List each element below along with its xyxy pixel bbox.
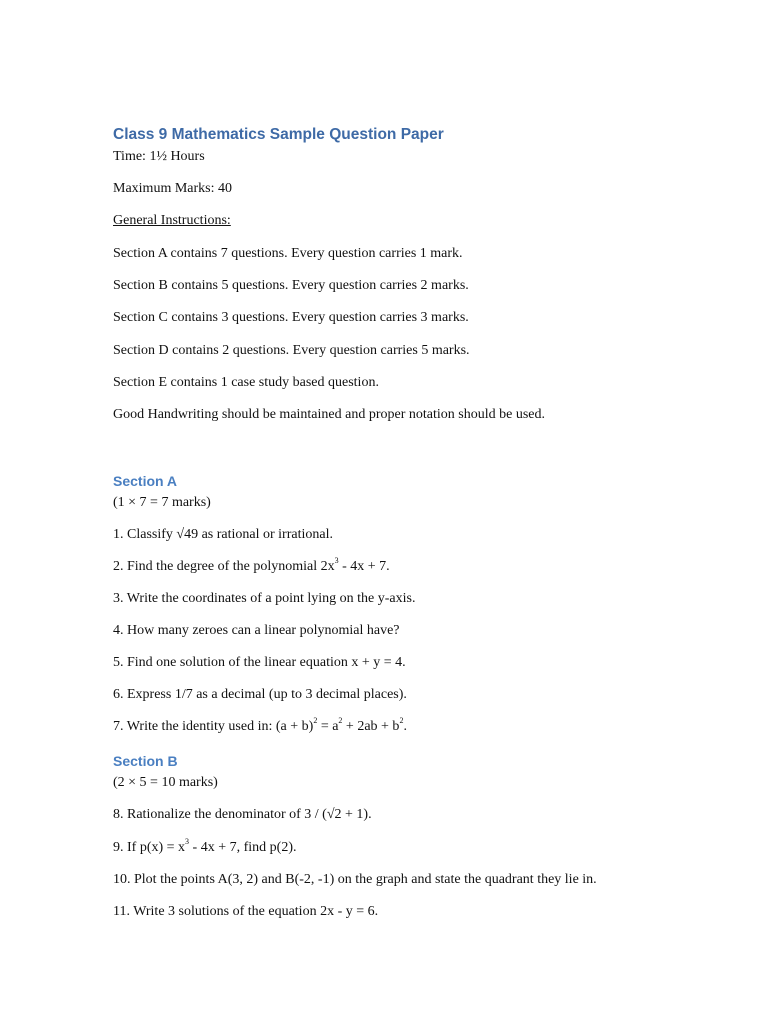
max-marks-line: Maximum Marks: 40 [113,181,232,196]
question-7: 7. Write the identity used in: $(a + b)^2 = a^2 + 2ab + b^2$. [113,716,407,734]
question-4: 4. How many zeroes can a linear polynomial have? [113,623,400,638]
section-b-heading: Section B [113,753,178,769]
section-b-marks: (2 × 5 = 10 marks) [113,775,218,790]
question-5: 5. Find one solution of the linear equation x + y = 4. [113,655,406,670]
instruction-line: Section E contains 1 case study based question. [113,375,379,390]
section-a-marks: (1 × 7 = 7 marks) [113,495,211,510]
instruction-line: Section B contains 5 questions. Every question carries 2 marks. [113,278,469,293]
instruction-line: Section A contains 7 questions. Every question carries 1 mark. [113,246,463,261]
question-11: 11. Write 3 solutions of the equation 2x - y = 6. [113,904,379,919]
general-instructions-label: General Instructions: [113,213,231,228]
question-6: 6. Express 1/7 as a decimal (up to 3 decimal places). [113,687,407,702]
section-a-heading: Section A [113,473,178,489]
question-1: 1. Classify √49 as rational or irrational. [113,527,333,542]
question-3: 3. Write the coordinates of a point lying on the y-axis. [113,591,416,606]
question-8: 8. Rationalize the denominator of 3 / (√2 + 1). [113,807,372,822]
instruction-line: Section C contains 3 questions. Every question carries 3 marks. [113,310,469,325]
question-2: 2. Find the degree of the polynomial $2x^3 - 4x + 7$. [113,556,390,574]
instruction-line: Good Handwriting should be maintained and proper notation should be used. [113,407,545,422]
instruction-line: Section D contains 2 questions. Every question carries 5 marks. [113,343,470,358]
document-title: Class 9 Mathematics Sample Question Paper [113,126,444,143]
question-9: 9. If $p(x) = x^3 - 4x + 7$, find p(2). [113,837,297,855]
time-line: Time: 1½ Hours [113,149,205,164]
question-10: 10. Plot the points A(3, 2) and B(-2, -1) on the graph and state the quadrant they lie in. [113,872,597,887]
